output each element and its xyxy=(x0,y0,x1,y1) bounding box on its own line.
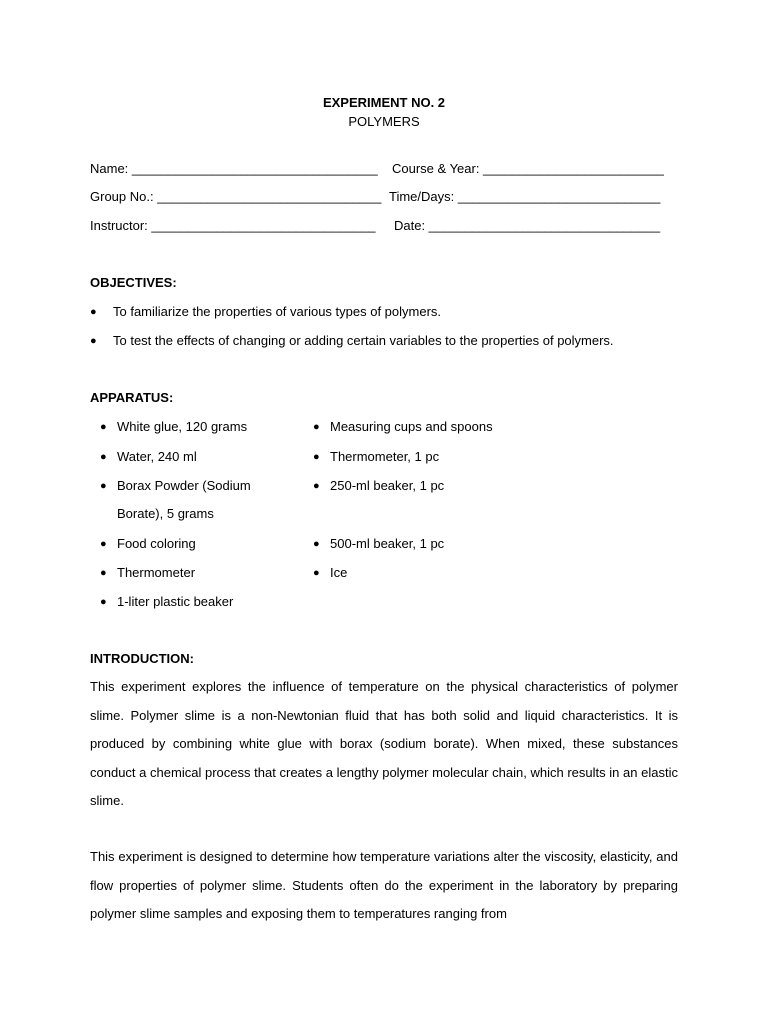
bullet-icon: ● xyxy=(90,335,97,347)
date-field: Date: ________________________________ xyxy=(394,218,661,233)
apparatus-item: White glue, 120 grams xyxy=(117,419,248,434)
apparatus-item: Food coloring xyxy=(117,536,196,551)
objective-item: To familiarize the properties of various types of polymers. xyxy=(113,304,442,319)
bullet-icon: ● xyxy=(313,451,320,463)
apparatus-item: Thermometer, 1 pc xyxy=(330,449,440,464)
experiment-title: EXPERIMENT NO. 2 xyxy=(322,95,446,110)
bullet-icon: ● xyxy=(313,567,320,579)
objectives-heading: OBJECTIVES: xyxy=(90,275,177,290)
introduction-paragraph: This experiment explores the influence of temperature on the physical characteristics of polymer slime. Polymer slime is a non-Newtonian fluid that has both solid and liquid characteristics. It is produced by combining white glue with borax (sodium borate). When mixed, these substances conduct a chemical process that creates a lengthy polymer molecular chain, which results in an elastic slime. xyxy=(90,679,678,808)
apparatus-item-continued: Borate), 5 grams xyxy=(117,506,214,521)
bullet-icon: ● xyxy=(100,596,107,608)
time-days-field: Time/Days: ____________________________ xyxy=(389,189,661,204)
experiment-subtitle: POLYMERS xyxy=(348,114,420,129)
bullet-icon: ● xyxy=(313,421,320,433)
name-field: Name: __________________________________ xyxy=(90,161,378,176)
apparatus-item: Water, 240 ml xyxy=(117,449,197,464)
bullet-icon: ● xyxy=(100,480,107,492)
introduction-paragraph: This experiment is designed to determine how temperature variations alter the viscosity, elasticity, and flow properties of polymer slime. Students often do the experiment in the laboratory by preparing polymer slime samples and exposing them to temperatures ranging from xyxy=(90,849,678,921)
bullet-icon: ● xyxy=(313,538,320,550)
introduction-heading: INTRODUCTION: xyxy=(90,651,194,666)
bullet-icon: ● xyxy=(313,480,320,492)
apparatus-item: Borax Powder (Sodium xyxy=(117,478,251,493)
bullet-icon: ● xyxy=(100,451,107,463)
group-field: Group No.: _______________________________ xyxy=(90,189,382,204)
bullet-icon: ● xyxy=(90,306,97,318)
apparatus-item: 250-ml beaker, 1 pc xyxy=(330,478,445,493)
apparatus-heading: APPARATUS: xyxy=(90,390,174,405)
bullet-icon: ● xyxy=(100,567,107,579)
objective-item: To test the effects of changing or adding certain variables to the properties of polymers. xyxy=(113,333,614,348)
apparatus-item: 1-liter plastic beaker xyxy=(117,594,234,609)
apparatus-item: Ice xyxy=(330,565,348,580)
bullet-icon: ● xyxy=(100,538,107,550)
apparatus-item: Measuring cups and spoons xyxy=(330,419,493,434)
instructor-field: Instructor: _______________________________ xyxy=(90,218,376,233)
course-year-field: Course & Year: _________________________ xyxy=(392,161,664,176)
bullet-icon: ● xyxy=(100,421,107,433)
apparatus-item: Thermometer xyxy=(117,565,196,580)
apparatus-item: 500-ml beaker, 1 pc xyxy=(330,536,445,551)
